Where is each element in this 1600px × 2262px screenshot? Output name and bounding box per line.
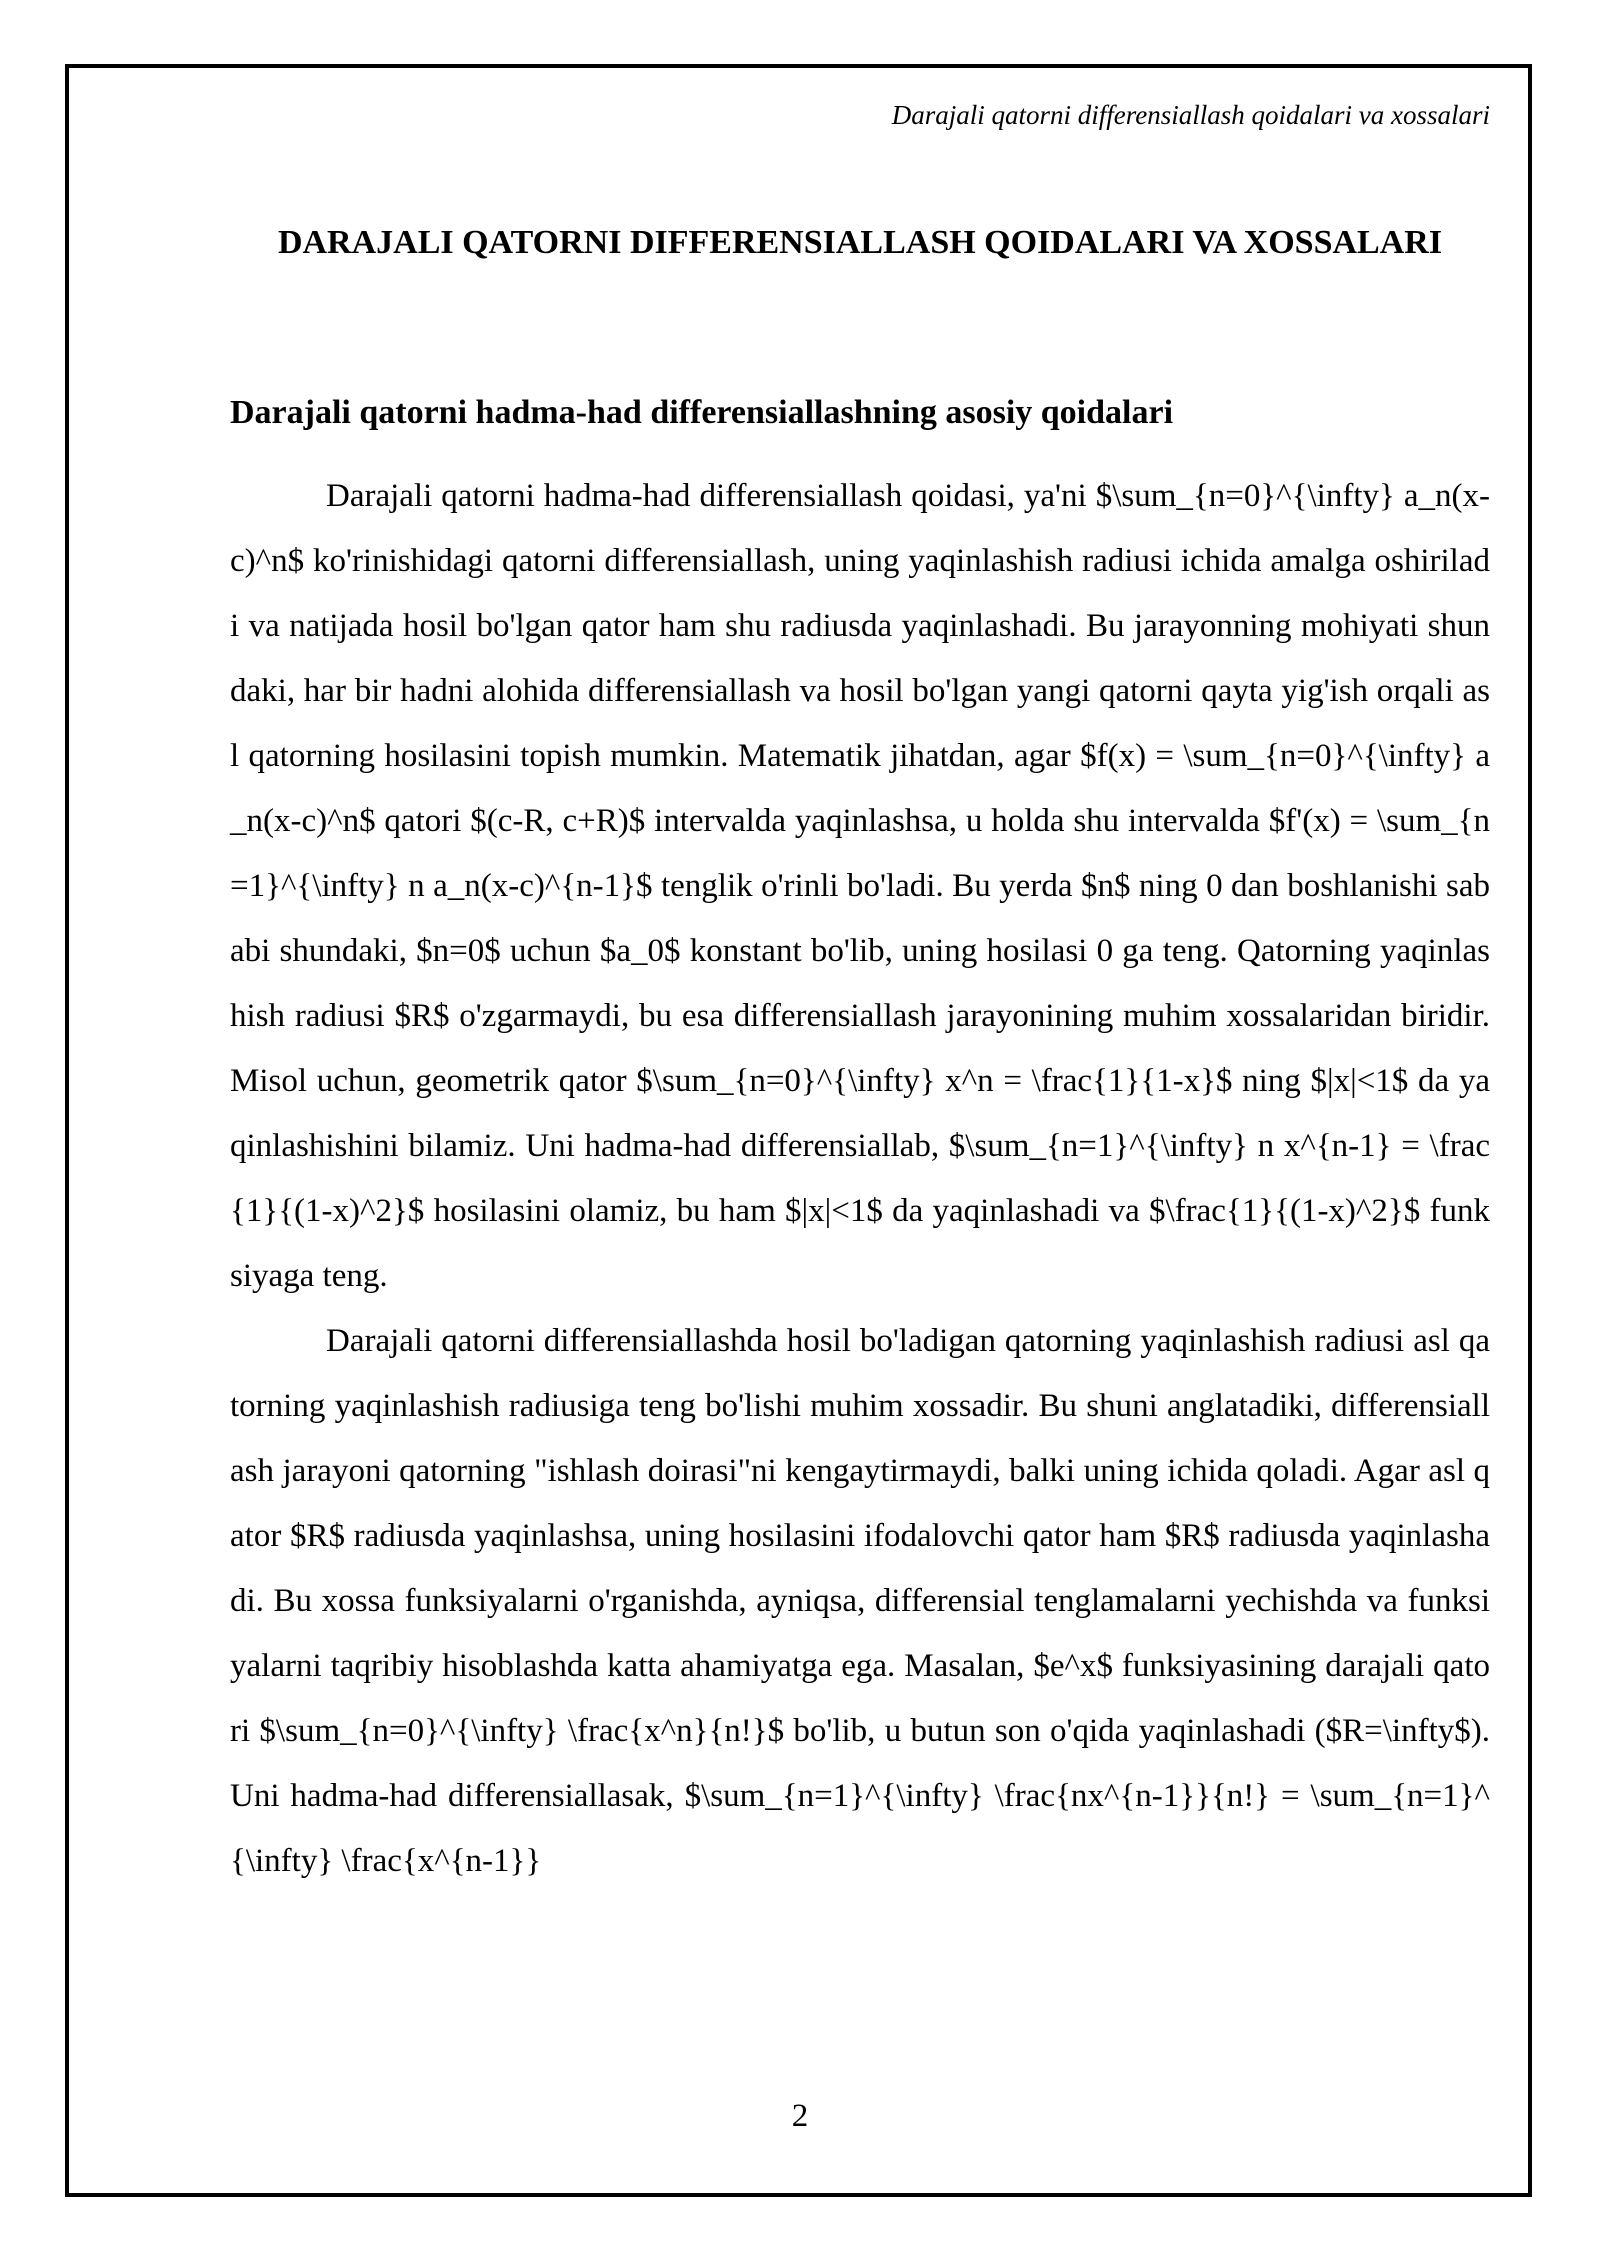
paragraph-2: Darajali qatorni differensiallashda hosil bo'ladigan qatorning yaqinlashish radiusi asl qatorning yaqinlashish radiusiga teng bo'lishi muhim xossadir. Bu shuni anglatadiki, differensiallash jarayoni qatorning "ishlash doirasi"ni kengaytirmaydi, balki uning ichida qoladi. Agar asl qator $R$ radiusda yaqinlashsa, uning hosilasini ifodalovchi qator ham $R$ radiusda yaqinlashadi. Bu xossa funksiyalarni o'rganishda, ayniqsa, differensial tenglamalarni yechishda va funksiyalarni taqribiy hisoblashda katta ahamiyatga ega. Masalan, $e^x$ funksiyasining darajali qatori $\sum_{n=0}^{\infty} \frac{x^n}{n!}$ bo'lib, u butun son o'qida yaqinlashadi ($R=\infty$). Uni hadma-had differensiallasak, $\sum_{n=1}^{\infty} \frac{nx^{n-1}}{n!} = \sum_{n=1}^{\infty} \frac{x^{n-1}} <box>230 1323 1490 1879</box>
running-header: Darajali qatorni differensiallash qoidalari va xossalari <box>891 100 1490 130</box>
page-number: 2 <box>791 2098 809 2134</box>
section-heading: Darajali qatorni hadma-had differensiallashning asosiy qoidalari <box>230 394 1174 431</box>
body-text <box>230 464 1490 1894</box>
paragraph-1: Darajali qatorni hadma-had differensiallash qoidasi, ya'ni $\sum_{n=0}^{\infty} a_n(x-c)^n$ ko'rinishidagi qatorni differensiallash, uning yaqinlashish radiusi ichida amalga oshiriladi va natijada hosil bo'lgan qator ham shu radiusda yaqinlashadi. Bu jarayonning mohiyati shundaki, har bir hadni alohida differensiallash va hosil bo'lgan yangi qatorni qayta yig'ish orqali asl qatorning hosilasini topish mumkin. Matematik jihatdan, agar $f(x) = \sum_{n=0}^{\infty} a_n(x-c)^n$ qatori $(c-R, c+R)$ intervalda yaqinlashsa, u holda shu intervalda $f'(x) = \sum_{n=1}^{\infty} n a_n(x-c)^{n-1}$ tenglik o'rinli bo'ladi. Bu yerda $n$ ning 0 dan boshlanishi sababi shundaki, $n=0$ uchun $a_0$ konstant bo'lib, uning hosilasi 0 ga teng. Qatorning yaqinlashish radiusi $R$ o'zgarmaydi, bu esa differensiallash jarayonining muhim xossalaridan biridir. Misol uchun, geometrik qator $\sum_{n=0}^{\infty} x^n = \frac{1}{1-x}$ ning $|x|<1$ da yaqinlashishini bilamiz. Uni hadma-had differensiallab, $\sum_{n=1}^{\infty} n x^{n-1} = \frac{1}{(1-x)^2}$ hosilasini olamiz, bu ham $|x|<1$ da yaqinlashadi va $\frac{1}{(1-x)^2}$ funksiyaga teng. <box>230 478 1490 1294</box>
document-title: DARAJALI QATORNI DIFFERENSIALLASH QOIDALARI VA XOSSALARI <box>277 224 1443 261</box>
